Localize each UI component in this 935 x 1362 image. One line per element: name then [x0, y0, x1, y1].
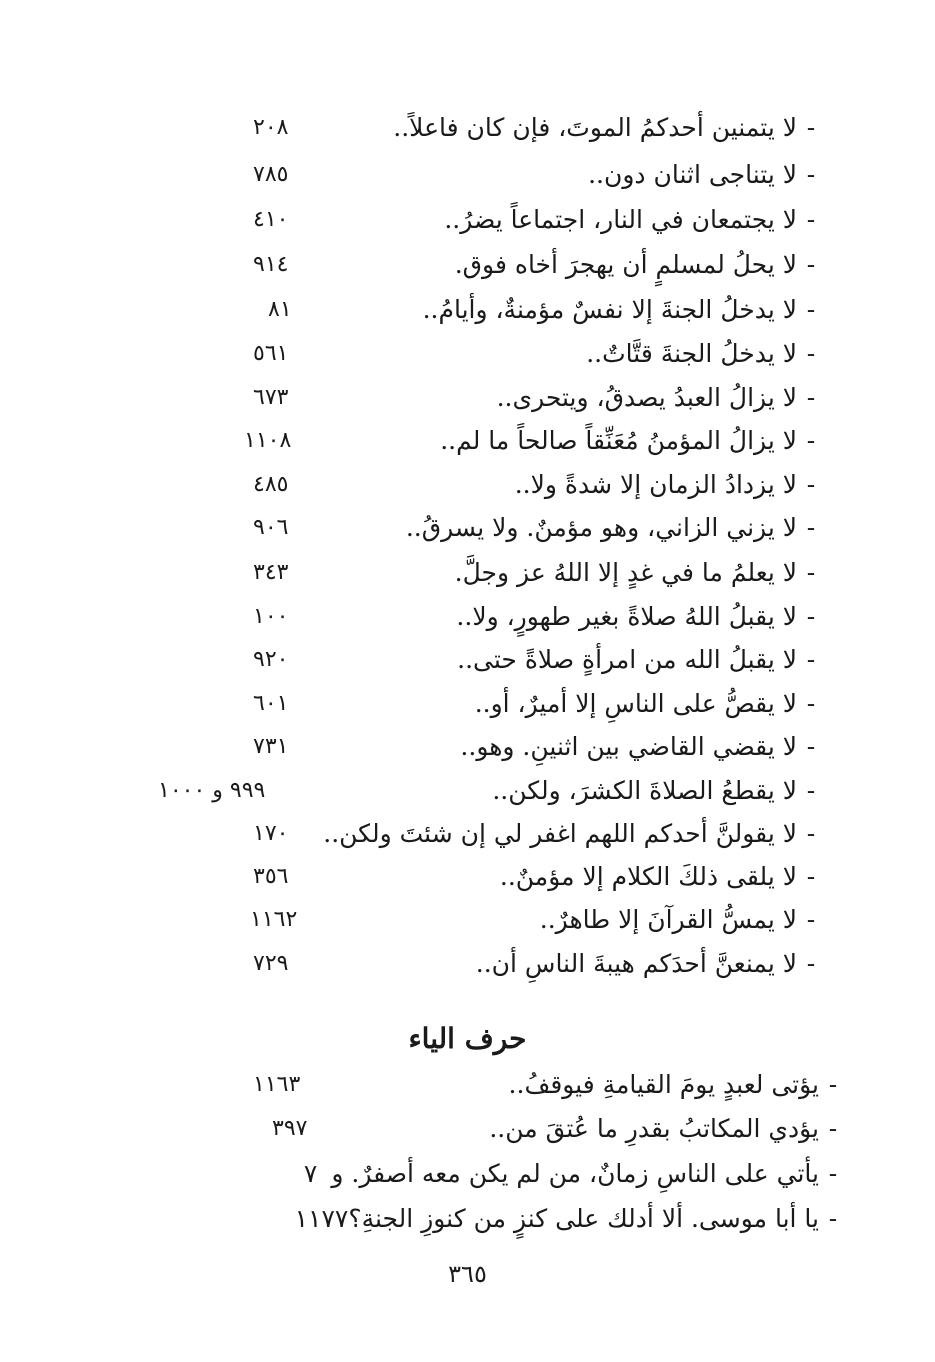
- entry-text: لا يقبلُ اللهُ صلاةً بغير طهورٍ، ولا..: [456, 601, 797, 631]
- entry-reference: ١٧٠: [253, 821, 289, 846]
- entry-text: لا يمسُّ القرآنَ إلا طاهرٌ..: [539, 904, 797, 934]
- entry-text: لا يقبلُ الله من امرأةٍ صلاةً حتى..: [457, 644, 797, 674]
- entry-text: لا يدخلُ الجنةَ قتَّاتٌ..: [586, 338, 797, 368]
- index-entry: [150, 287, 825, 331]
- entry-reference: ٣٤٣: [253, 560, 289, 585]
- index-entry: [150, 505, 825, 549]
- entry-dash: -: [828, 1113, 838, 1143]
- entry-dash: -: [806, 861, 816, 891]
- entry-text: لا يجتمعان في النار، اجتماعاً يضرُ..: [444, 204, 797, 234]
- entry-dash: -: [806, 512, 816, 542]
- entry-reference: ١٠٠: [253, 604, 289, 629]
- entry-text: يؤدي المكاتبُ بقدرِ ما عُتقَ من..: [489, 1113, 819, 1143]
- entry-reference: ٢٠٨: [253, 115, 289, 140]
- entry-text: لا يعلمُ ما في غدٍ إلا اللهُ عز وجلَّ.: [454, 557, 797, 587]
- entry-reference: ٧: [303, 1158, 318, 1188]
- entry-reference: ١١٦٢: [250, 907, 298, 932]
- entry-reference: ٣٩٧: [272, 1116, 308, 1141]
- index-entry: [150, 637, 825, 681]
- entry-dash: -: [806, 688, 816, 718]
- entry-dash: -: [806, 731, 816, 761]
- entry-dash: -: [806, 338, 816, 368]
- index-entry: [150, 331, 825, 375]
- entry-reference: ٦٠١: [253, 691, 289, 716]
- entry-text: لا يقولنَّ أحدكم اللهم اغفر لي إن شئتَ ولكن..: [323, 818, 797, 848]
- entry-text: لا يزني الزاني، وهو مؤمنٌ. ولا يسرقُ..: [405, 512, 797, 542]
- entry-reference: ٧٨٥: [253, 162, 289, 187]
- index-entry: [150, 550, 825, 594]
- entry-text: يؤتى لعبدٍ يومَ القيامةِ فيوقفُ..: [508, 1069, 819, 1099]
- entry-reference: ٩٠٦: [253, 515, 289, 540]
- entry-reference: ٨١: [268, 297, 292, 322]
- index-entry: [150, 594, 825, 638]
- entry-dash: -: [806, 644, 816, 674]
- entry-text: لا يقصُّ على الناسِ إلا أميرٌ، أو..: [474, 688, 797, 718]
- entry-text: يأتي على الناسِ زمانٌ، من لم يكن معه أصفرٌ. و: [331, 1158, 819, 1188]
- entry-dash: -: [806, 948, 816, 978]
- entry-text: لا يحلُ لمسلمٍ أن يهجرَ أخاه فوق.: [454, 249, 797, 279]
- entry-reference: ١١٦٣: [253, 1072, 301, 1097]
- entry-reference: ٣٥٦: [253, 864, 289, 889]
- entry-reference: ١١٧٧: [294, 1203, 349, 1233]
- index-entry: [150, 242, 825, 286]
- index-entry: [150, 1106, 847, 1150]
- index-entry: [150, 811, 825, 855]
- entry-reference: ٩١٤: [253, 252, 289, 277]
- entry-text: لا يزالُ المؤمنُ مُعَنِّقاً صالحاً ما لم..: [440, 425, 797, 455]
- entry-dash: -: [806, 204, 816, 234]
- entry-text: لا يزالُ العبدُ يصدقُ، ويتحرى..: [496, 382, 797, 412]
- index-entry: [150, 152, 825, 196]
- index-entry: [150, 462, 825, 506]
- entry-text: لا يتناجى اثنان دون..: [588, 159, 797, 189]
- entry-reference: ٩٩٩ و ١٠٠٠: [158, 778, 266, 803]
- section-heading: حرف الياء: [408, 1022, 527, 1055]
- index-entry: [150, 1196, 847, 1240]
- entry-reference: ٧٢٩: [253, 951, 289, 976]
- index-entry: [150, 197, 825, 241]
- entry-text: يا أبا موسى. ألا أدلك على كنزٍ من كنوزِ الجنةِ؟: [348, 1203, 819, 1233]
- index-entry: [150, 854, 825, 898]
- entry-dash: -: [828, 1069, 838, 1099]
- index-entry: [150, 1151, 847, 1195]
- entry-dash: -: [806, 382, 816, 412]
- entry-text: لا يلقى ذلكَ الكلام إلا مؤمنٌ..: [499, 861, 797, 891]
- entry-dash: -: [828, 1203, 838, 1233]
- index-entry: [150, 105, 825, 149]
- entry-dash: -: [806, 601, 816, 631]
- index-entry: [150, 681, 825, 725]
- entry-text: لا يمنعنَّ أحدَكم هيبةَ الناسِ أن..: [475, 948, 797, 978]
- entry-text: لا يزدادُ الزمان إلا شدةً ولا..: [514, 469, 797, 499]
- entry-reference: ٤١٠: [253, 207, 289, 232]
- entry-dash: -: [806, 557, 816, 587]
- index-entry: [150, 724, 825, 768]
- entry-dash: -: [828, 1158, 838, 1188]
- entry-reference: ٤٨٥: [253, 472, 289, 497]
- entry-dash: -: [806, 425, 816, 455]
- entry-dash: -: [806, 775, 816, 805]
- entry-reference: ٧٣١: [253, 734, 289, 759]
- page-number: ٣٦٥: [448, 1260, 487, 1288]
- entry-text: لا يقطعُ الصلاةَ الكشرَ، ولكن..: [492, 775, 797, 805]
- index-entry: [150, 375, 825, 419]
- entry-dash: -: [806, 904, 816, 934]
- entry-dash: -: [806, 469, 816, 499]
- entry-dash: -: [806, 818, 816, 848]
- entry-dash: -: [806, 249, 816, 279]
- entry-dash: -: [806, 112, 816, 142]
- entry-text: لا يدخلُ الجنةَ إلا نفسٌ مؤمنةٌ، وأيامُ..: [422, 294, 797, 324]
- entry-reference: ٥٦١: [253, 341, 289, 366]
- entry-text: لا يتمنين أحدكمُ الموتَ، فإن كان فاعلاً..: [393, 112, 797, 142]
- entry-text: لا يقضي القاضي بين اثنينِ. وهو..: [460, 731, 797, 761]
- entry-reference: ١١٠٨: [244, 428, 292, 453]
- index-entry: [150, 941, 825, 985]
- entry-reference: ٦٧٣: [253, 385, 289, 410]
- entry-dash: -: [806, 294, 816, 324]
- entry-dash: -: [806, 159, 816, 189]
- entry-reference: ٩٢٠: [253, 647, 289, 672]
